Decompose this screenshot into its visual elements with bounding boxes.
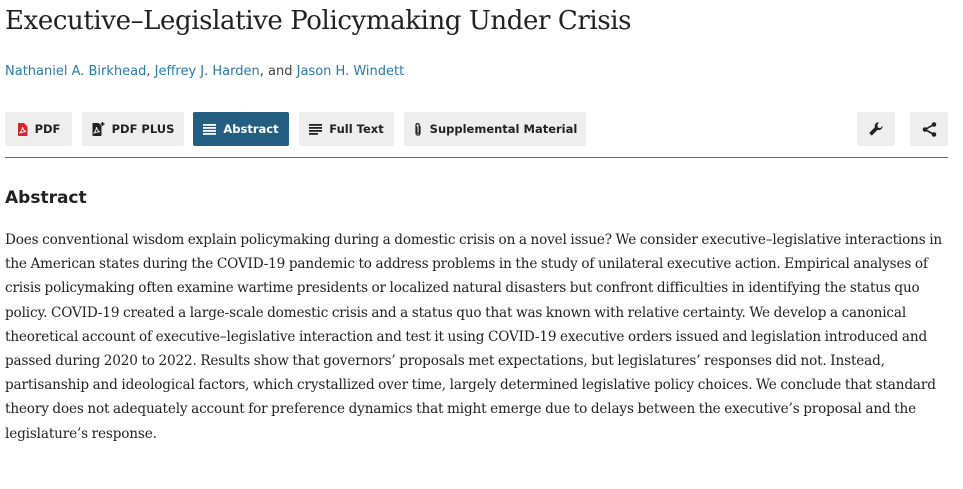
tools-button[interactable] (857, 112, 895, 146)
tab-full-text-label: Full Text (329, 122, 384, 136)
author-list (5, 64, 404, 79)
supplemental-material-button[interactable] (404, 112, 586, 146)
tab-abstract[interactable] (193, 112, 289, 146)
pdf-plus-button-label: PDF PLUS (111, 122, 175, 136)
author-separator: , and (259, 64, 297, 79)
pdf-button[interactable] (5, 112, 72, 146)
author-link[interactable]: Nathaniel A. Birkhead (5, 64, 147, 79)
pdf-plus-icon (92, 122, 105, 136)
share-icon (922, 122, 937, 137)
author-link[interactable]: Jeffrey J. Harden (154, 64, 260, 79)
article-title: Executive–Legislative Policymaking Under Crisis (5, 6, 632, 36)
abstract-text: Does conventional wisdom explain policymaking during a domestic crisis on a novel issue? We consider executive–legislative interactions in the American states during the COVID-19 pandemic to address problems in the study of unilateral executive action. Empirical analyses of crisis policymaking often examine wartime presidents or localized natural disasters but confront difficulties in identifying the status quo policy. COVID-19 created a large-scale domestic crisis and a status quo that was known with relative certainty. We develop a canonical theoretical account of executive–legislative interaction and test it using COVID-19 executive orders issued and legislation introduced and passed during 2020 to 2022. Results show that governors’ proposals met expectations, but legislatures’ responses did not. Instead, partisanship and ideological factors, which crystallized over time, largely determined legislative policy choices. We conclude that standard theory does not adequately account for preference dynamics that might emerge due to delays between the executive’s proposal and the legislature’s response. (5, 232, 943, 442)
share-button[interactable] (910, 112, 948, 146)
author-link[interactable]: Jason H. Windett (296, 64, 405, 79)
wrench-icon (868, 121, 884, 137)
supplemental-material-label: Supplemental Material (429, 122, 578, 136)
author-separator: , (146, 64, 155, 79)
toolbar-divider (5, 157, 948, 158)
pdf-plus-button[interactable] (82, 112, 184, 146)
tab-full-text[interactable] (299, 112, 394, 146)
list-icon (203, 124, 216, 135)
text-lines-icon (309, 124, 322, 135)
pdf-button-label: PDF (34, 122, 61, 136)
paperclip-icon (413, 122, 423, 137)
pdf-icon (17, 123, 28, 136)
abstract-heading: Abstract (5, 188, 87, 208)
article-toolbar (5, 112, 948, 146)
tab-abstract-label: Abstract (223, 122, 279, 136)
